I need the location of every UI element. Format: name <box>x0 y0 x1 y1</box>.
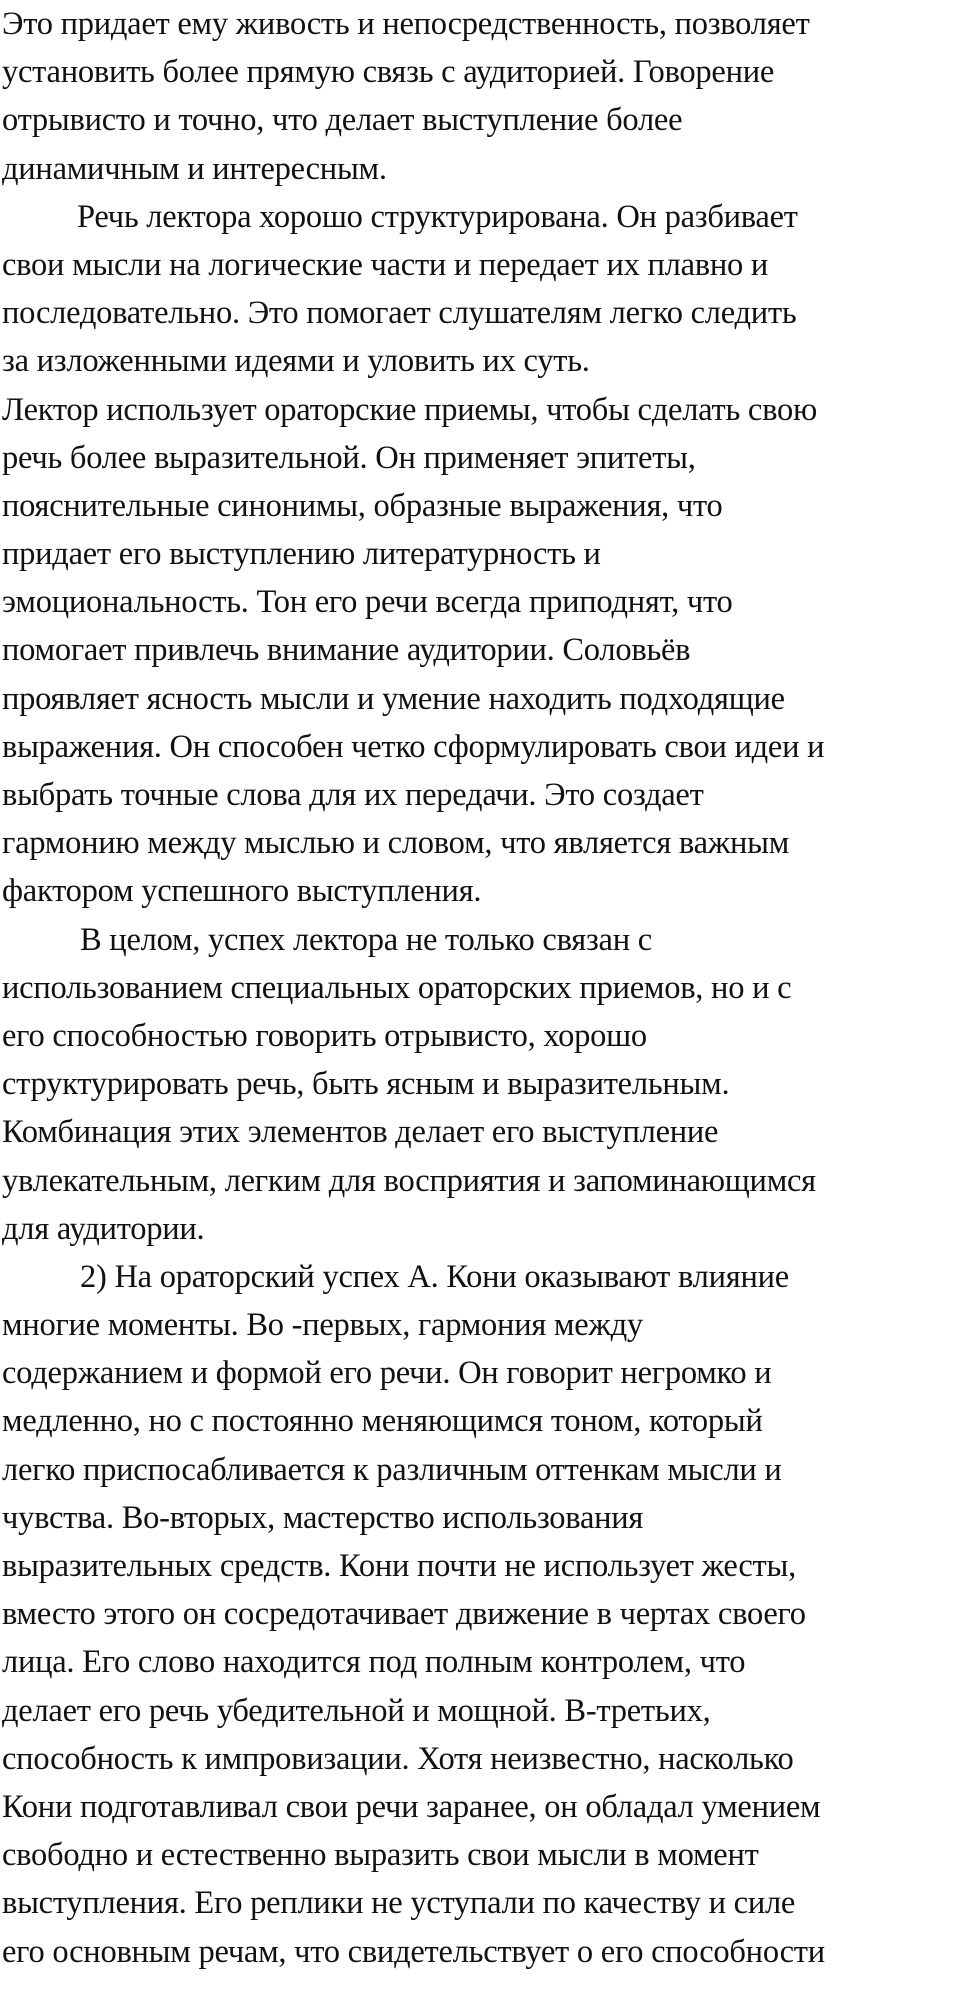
text-line: свободно и естественно выразить свои мысли в момент <box>2 1837 759 1874</box>
text-line: выразительных средств. Кони почти не использует жесты, <box>2 1548 796 1584</box>
text-line: использованием специальных ораторских приемов, но и с <box>2 969 792 1006</box>
text-line: выбрать точные слова для их передачи. Это создает <box>2 777 704 813</box>
text-line: для аудитории. <box>2 1210 205 1247</box>
text-line: эмоциональность. Тон его речи всегда приподнят, что <box>2 584 733 621</box>
text-line: Это придает ему живость и непосредственность, позволяет <box>2 6 810 42</box>
text-line: фактором успешного выступления. <box>2 873 482 910</box>
text-line: проявляет ясность мысли и умение находить подходящие <box>2 680 785 717</box>
paragraph-first-line: Речь лектора хорошо структурирована. Он разбивает <box>77 198 798 235</box>
text-line: содержанием и формой его речи. Он говорит негромко и <box>2 1355 772 1392</box>
text-line: структурировать речь, быть ясным и выразительным. <box>2 1066 730 1103</box>
text-line: вместо этого он сосредотачивает движение в чертах своего <box>2 1596 806 1633</box>
text-line: динамичным и интересным. <box>2 150 387 187</box>
text-line: легко приспосабливается к различным оттенкам мысли и <box>2 1451 782 1488</box>
text-line: чувства. Во-вторых, мастерство использования <box>2 1499 644 1536</box>
text-line: его основным речам, что свидетельствует о его способности <box>2 1933 825 1970</box>
text-line: многие моменты. Во -первых, гармония между <box>2 1307 643 1344</box>
paragraph-first-line: В целом, успех лектора не только связан с <box>80 921 652 958</box>
text-line: увлекательным, легким для восприятия и запоминающимся <box>2 1162 816 1199</box>
text-line: установить более прямую связь с аудиторией. Говорение <box>2 54 775 91</box>
text-line: помогает привлечь внимание аудитории. Соловьёв <box>2 632 691 669</box>
text-line: делает его речь убедительной и мощной. В-третьих, <box>2 1692 711 1729</box>
text-line: его способностью говорить отрывисто, хорошо <box>2 1017 647 1054</box>
text-line: выступления. Его реплики не уступали по качеству и силе <box>2 1885 796 1922</box>
text-line: за изложенными идеями и уловить их суть. <box>2 343 590 380</box>
text-line: речь более выразительной. Он применяет эпитеты, <box>2 439 696 476</box>
text-line: выражения. Он способен четко сформулировать свои идеи и <box>2 728 825 765</box>
text-line: медленно, но с постоянно меняющимся тоном, который <box>2 1403 763 1440</box>
text-line: пояснительные синонимы, образные выражения, что <box>2 487 723 524</box>
paragraph-first-line: 2) На ораторский успех А. Кони оказывают влияние <box>80 1258 789 1295</box>
text-line: Кони подготавливал свои речи заранее, он обладал умением <box>2 1788 821 1825</box>
text-line: Комбинация этих элементов делает его выступление <box>2 1114 719 1151</box>
text-line: придает его выступлению литературность и <box>2 536 601 573</box>
text-line: последовательно. Это помогает слушателям легко следить <box>2 295 797 332</box>
paragraph-first-line: Лектор использует ораторские приемы, чтобы сделать свою <box>2 391 817 428</box>
text-line: лица. Его слово находится под полным контролем, что <box>2 1644 746 1681</box>
text-line: гармонию между мыслью и словом, что является важным <box>2 825 790 862</box>
text-line: отрывисто и точно, что делает выступление более <box>2 102 683 139</box>
text-line: способность к импровизации. Хотя неизвестно, насколько <box>2 1740 794 1777</box>
text-line: свои мысли на логические части и передает их плавно и <box>2 246 769 283</box>
